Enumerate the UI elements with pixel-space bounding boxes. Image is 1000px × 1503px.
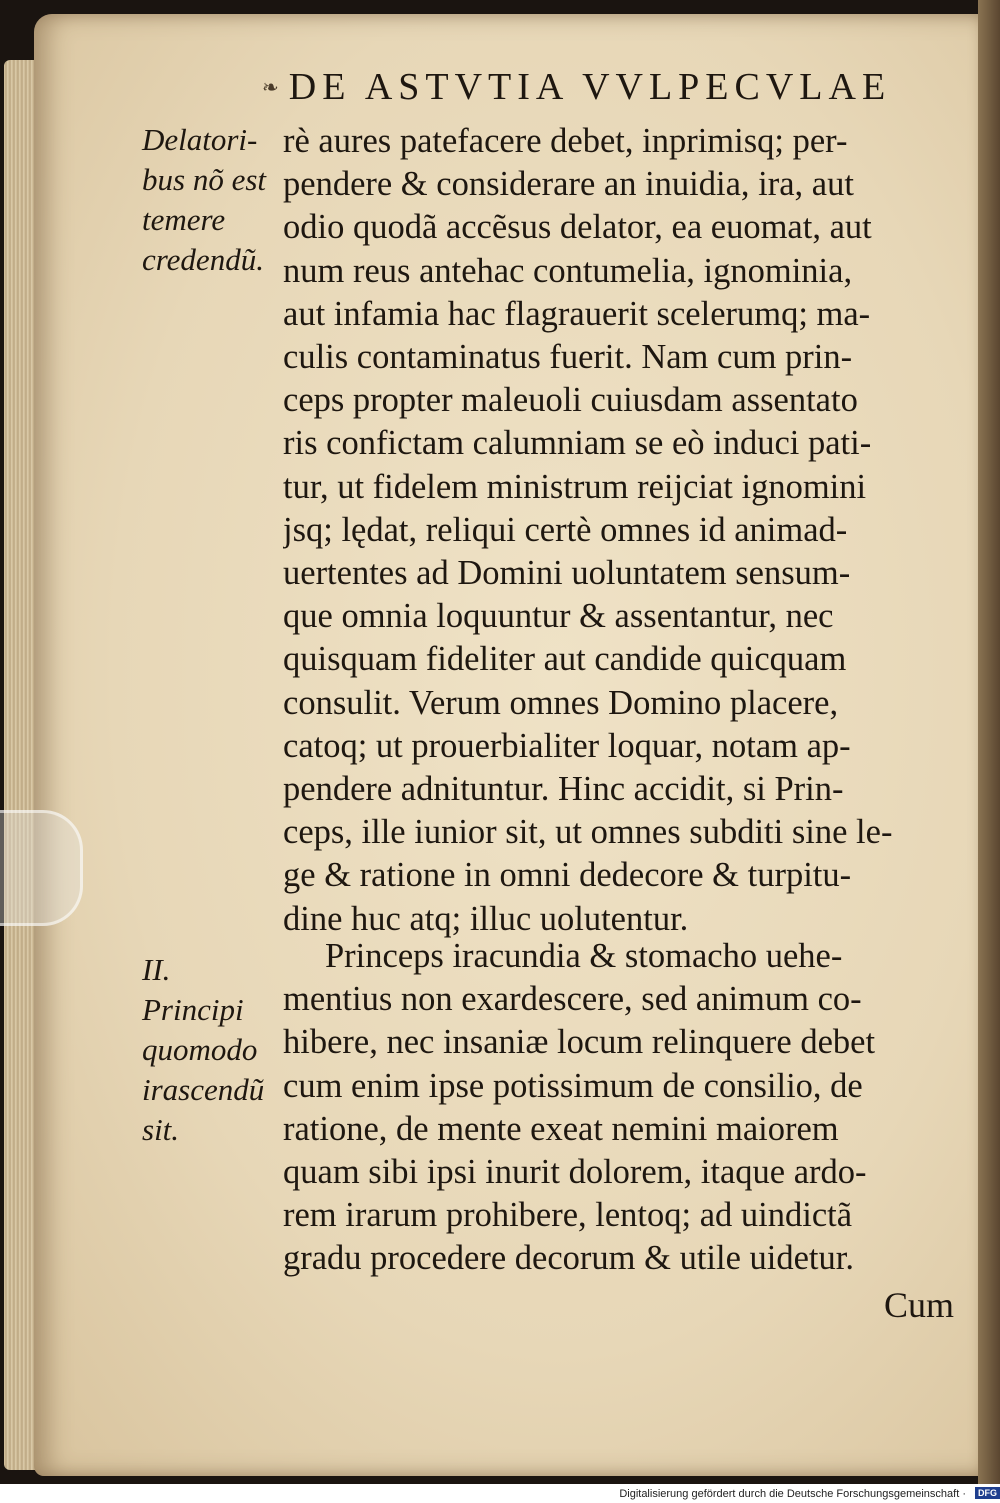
text-line: catoq; ut prouerbialiter loquar, notam ap-: [283, 726, 851, 765]
footer-bar: [0, 1484, 1000, 1502]
text-line: que omnia loquuntur & assentantur, nec: [283, 597, 834, 636]
text-line: odio quodã accẽsus delator, ea euomat, aut: [283, 208, 872, 247]
binding-edge: [978, 0, 1000, 1484]
text-line: ge & ratione in omni dedecore & turpitu-: [283, 856, 852, 895]
funding-credit: Digitalisierung gefördert durch die Deutsche Forschungsgemeinschaft ·: [619, 1488, 966, 1500]
text-line: quam sibi ipsi inurit dolorem, itaque ardo-: [283, 1153, 867, 1192]
margin-note-line: irascendũ: [142, 1072, 265, 1107]
text-line: pendere & considerare an inuidia, ira, aut: [283, 165, 854, 204]
text-line: culis contaminatus fuerit. Nam cum prin-: [283, 338, 853, 377]
dfg-logo: DFG: [975, 1487, 1000, 1499]
margin-note-2: [142, 950, 272, 1150]
text-line: ceps propter maleuoli cuiusdam assentato: [283, 381, 858, 420]
catchword: Cum: [884, 1285, 955, 1325]
text-line: cum enim ipse potissimum de consilio, de: [283, 1066, 863, 1105]
text-line: aut infamia hac flagrauerit scelerumq; ma-: [283, 294, 871, 333]
text-line: dine huc atq; illuc uolutentur.: [283, 899, 689, 938]
text-line: num reus antehac contumelia, ignominia,: [283, 251, 853, 290]
paragraph-2: [283, 935, 973, 1281]
page-clip: [0, 810, 83, 926]
margin-note-line: Principi: [142, 992, 244, 1027]
margin-note-line: credendũ.: [142, 242, 264, 277]
ornament-icon: ❧: [262, 76, 279, 99]
text-line: ris confictam calumniam se eò induci pati-: [283, 424, 872, 463]
margin-note-line: bus nõ est: [142, 162, 266, 197]
margin-note-line: II.: [142, 952, 171, 987]
text-line: consulit. Verum omnes Domino placere,: [283, 683, 839, 722]
margin-note-line: sit.: [142, 1112, 180, 1147]
text-line: ratione, de mente exeat nemini maiorem: [283, 1109, 839, 1148]
text-line: rem irarum prohibere, lentoq; ad uindictã: [283, 1196, 853, 1235]
text-line: rè aures patefacere debet, inprimisq; per-: [283, 122, 848, 160]
text-line: pendere adnituntur. Hinc accidit, si Prin-: [283, 770, 844, 809]
text-line: mentius non exardescere, sed animum co-: [283, 980, 862, 1019]
text-line: jsq; lędat, reliqui certè omnes id animad-: [283, 510, 848, 549]
text-line: ceps, ille iunior sit, ut omnes subditi sine le-: [283, 813, 893, 852]
text-line: tur, ut fidelem ministrum reijciat ignomini: [283, 467, 867, 506]
margin-note-line: quomodo: [142, 1032, 258, 1067]
margin-note-line: temere: [142, 202, 226, 237]
text-line: Princeps iracundia & stomacho uehe-: [325, 937, 843, 975]
running-head-title: DE ASTVTIA VVLPECVLAE: [288, 66, 892, 108]
text-line: hibere, nec insaniæ locum relinquere debet: [283, 1023, 876, 1062]
margin-note-1: [142, 120, 272, 280]
running-head: [262, 62, 962, 112]
text-line: uertentes ad Domini uoluntatem sensum-: [283, 554, 851, 593]
text-line: quisquam fideliter aut candide quicquam: [283, 640, 847, 679]
margin-note-line: Delatori-: [142, 122, 258, 157]
text-line: gradu procedere decorum & utile uidetur.: [283, 1239, 854, 1278]
paragraph-1: [283, 120, 973, 941]
